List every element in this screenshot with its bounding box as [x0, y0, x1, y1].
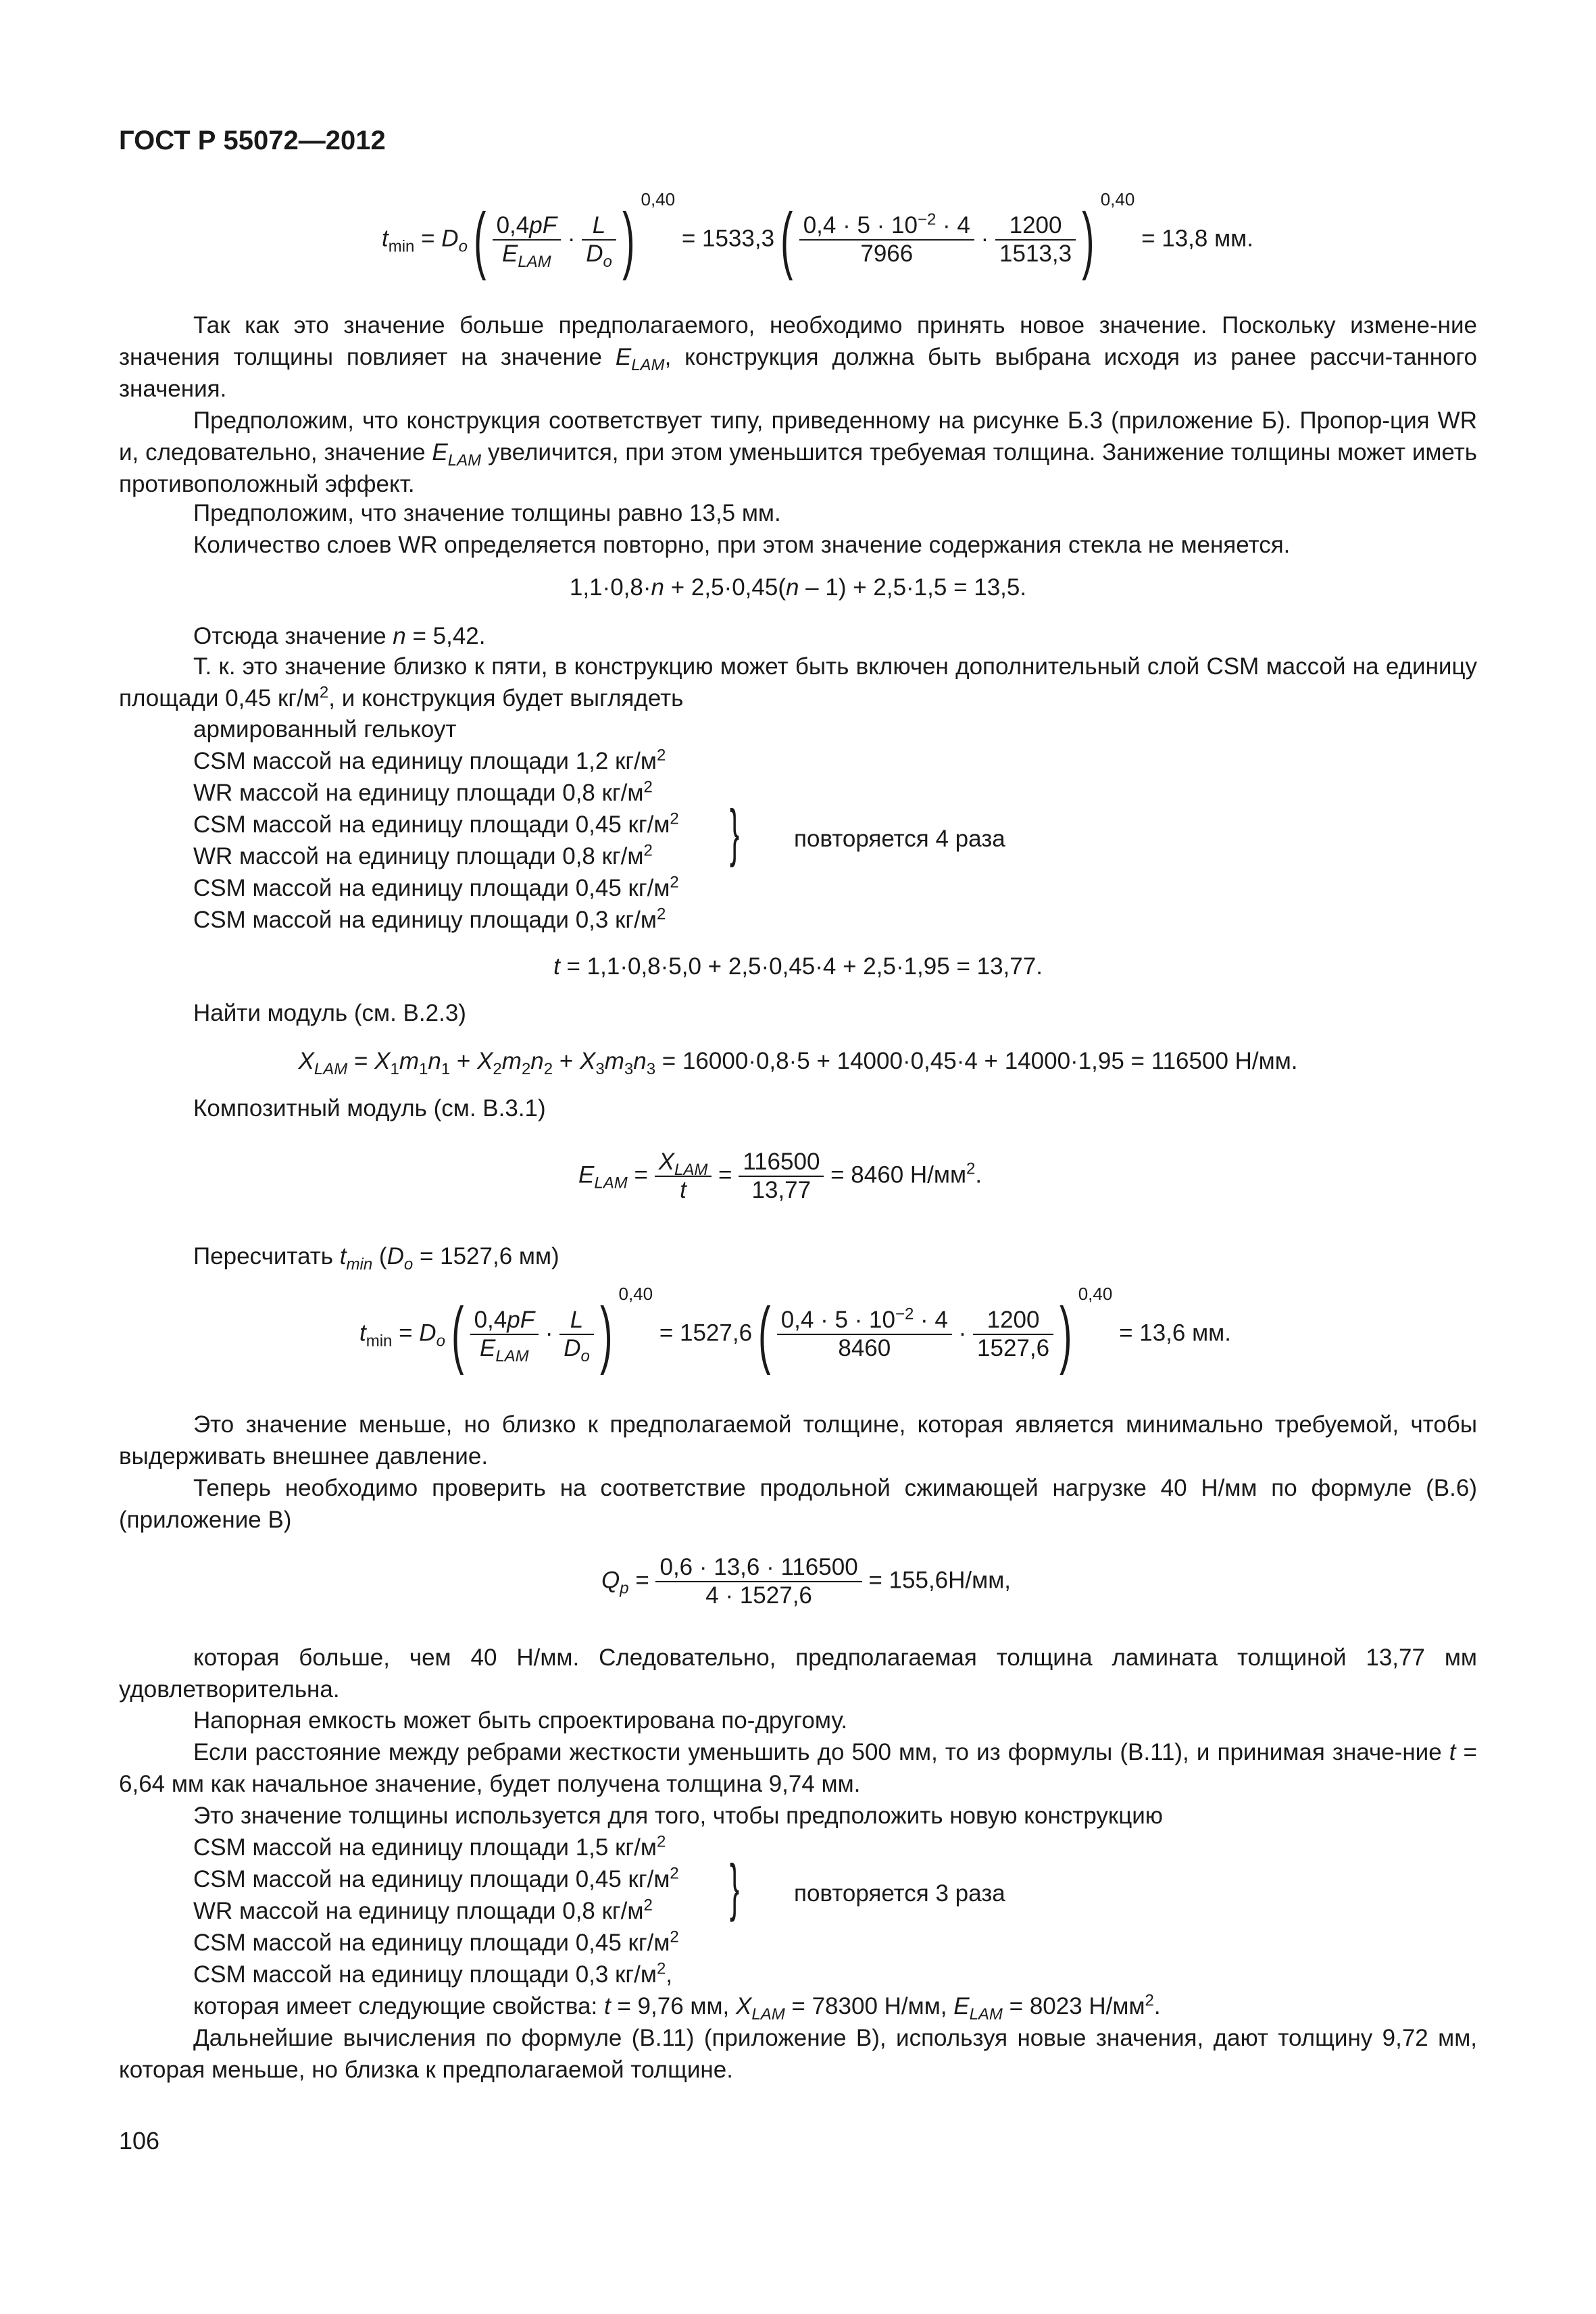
repeat-note-2: повторяется 3 раза [794, 1880, 1005, 1907]
equation-qp: $Q_p$ = $\frac{0,6 \cdot 13,6 \cdot 116500}{4 \cdot 1527,6}$ = 155,6Н/мм, [601, 1554, 1011, 1609]
equation-elam: $E_{LAM}$ = $\frac{X_{LAM}}{t}$ = $\frac{116500}{13,77}$ = 8460 $Н/мм^2$. [578, 1149, 982, 1203]
formula-tmin-1: $t_{min} = D_o$( $\frac{0,4pF}{E_{LAM}}$ · $\frac{L}{D_o}$ ) 0,40 = 1533,3( $\frac{0,4 \cdot 5 \cdot 10^{-2} \cdot 4}{7966}$ · $\frac{1200}{1513,3}$ ) 0,40 = 13,8 мм. [382, 189, 1253, 281]
paragraph-15: Это значение толщины используется для того, чтобы предположить новую конструкцию [193, 1803, 1164, 1829]
list-item: CSM массой на единицу площади 0,45 $кг/м^2$ [193, 873, 679, 901]
equation-t: t = 1,1·0,8·5,0 + 2,5·0,45·4 + 2,5·1,95 = 13,77. [553, 953, 1043, 980]
list-item: CSM массой на единицу площади 0,3 $кг/м^2$ [193, 905, 666, 933]
equation-xlam: $X_{LAM} = X_1m_1n_1 + X_2m_2n_2 + X_3m_3n_3 = 16000\cdot 0,8\cdot 5 + 14000\cdot 0,45\cdot 4 + 14000\cdot 1,95 = 116500$ Н/мм. [298, 1048, 1298, 1078]
list-item: WR массой на единицу площади 0,8 $кг/м^2$ [193, 1896, 653, 1924]
repeat-note-1: повторяется 4 раза [794, 826, 1005, 852]
list-item: CSM массой на единицу площади 0,45 $кг/м^2$ [193, 1928, 679, 1956]
paragraph-13: Напорная емкость может быть спроектирована по-другому. [193, 1707, 848, 1734]
list-item: CSM массой на единицу площади 0,45 $кг/м^2$ [193, 809, 679, 838]
paragraph-6: Т. к. это значение близко к пяти, в конструкцию может быть включен дополнительный слой CSM массой на единицу площади 0,45 $кг/м^2$, и конструкция будет выглядеть [119, 653, 1477, 711]
paragraph-17: Дальнейшие вычисления по формуле (В.11) (приложение В), используя новые значения, дают толщину 9,72 мм, которая меньше, но близка к предполагаемой толщине. [119, 2025, 1477, 2083]
paragraph-1: Так как это значение больше предполагаемого, необходимо принять новое значение. Поскольку измене-ние значения толщины повлияет на значение $E_{LAM}$, конструкция должна быть выбрана исходя из ранее рассчи-танного значения. [119, 312, 1477, 402]
paragraph-14: Если расстояние между ребрами жесткости уменьшить до 500 мм, то из формулы (В.11), и принимая значе-ние t = 6,64 мм как начальное значение, будет получена толщина 9,74 мм. [119, 1739, 1477, 1797]
list-item: армированный гелькоут [193, 716, 457, 743]
layer-list-2 [193, 1832, 679, 1990]
page-number: 106 [119, 2127, 160, 2155]
equation-n: 1,1·0,8·n + 2,5·0,45(n – 1) + 2,5·1,5 = 13,5. [569, 574, 1027, 601]
repeat-brace-2: } [730, 1851, 740, 1922]
list-item: CSM массой на единицу площади 1,2 $кг/м^2$ [193, 746, 666, 774]
paragraph-7: Найти модуль (см. В.2.3) [193, 1000, 466, 1026]
list-item: WR массой на единицу площади 0,8 $кг/м^2$ [193, 778, 653, 806]
paragraph-12: которая больше, чем 40 Н/мм. Следовательно, предполагаемая толщина ламината толщиной 13,77 мм удовлетворительна. [119, 1644, 1477, 1703]
document-header: ГОСТ Р 55072—2012 [119, 126, 386, 155]
paragraph-10: Это значение меньше, но близко к предполагаемой толщине, которая является минимально требуемой, чтобы выдерживать внешнее давление. [119, 1411, 1477, 1469]
paragraph-5: Отсюда значение n = 5,42. [193, 623, 486, 649]
formula-tmin-2: $t_{min} = D_o$( $\frac{0,4pF}{E_{LAM}}$ · $\frac{L}{D_o}$ ) 0,40 = 1527,6( $\frac{0,4 \cdot 5 \cdot 10^{-2} \cdot 4}{8460}$ · $\frac{1200}{1527,6}$ ) 0,40 = 13,6 мм. [359, 1284, 1231, 1376]
list-item: CSM массой на единицу площади 0,45 $кг/м^2$ [193, 1864, 679, 1892]
paragraph-8: Композитный модуль (см. В.3.1) [193, 1095, 546, 1122]
list-item: CSM массой на единицу площади 1,5 $кг/м^2$ [193, 1832, 666, 1861]
paragraph-11: Теперь необходимо проверить на соответствие продольной сжимающей нагрузке 40 Н/мм по формуле (В.6) (приложение В) [119, 1475, 1477, 1533]
paragraph-16: которая имеет следующие свойства: t = 9,76 мм, $X_{LAM} = 78300$ Н/мм, $E_{LAM} = 8023$ $Н/мм^2$. [193, 1991, 1161, 2023]
paragraph-2: Предположим, что конструкция соответствует типу, приведенному на рисунке Б.3 (приложение Б). Пропор-ция WR и, следовательно, значение $E_{LAM}$ увеличится, при этом уменьшится требуемая толщина. Занижение толщины может иметь противоположный эффект. [119, 407, 1477, 497]
repeat-brace-1: } [730, 797, 740, 867]
list-item: CSM массой на единицу площади 0,3 $кг/м^2$, [193, 1959, 673, 1988]
layer-list-1 [193, 713, 679, 936]
paragraph-3: Предположим, что значение толщины равно 13,5 мм. [193, 500, 781, 526]
paragraph-9: Пересчитать $t_{min}$ ($D_o = 1527,6$ мм) [193, 1243, 559, 1274]
list-item: WR массой на единицу площади 0,8 $кг/м^2$ [193, 841, 653, 870]
paragraph-4: Количество слоев WR определяется повторно, при этом значение содержания стекла не меняется. [193, 532, 1291, 558]
